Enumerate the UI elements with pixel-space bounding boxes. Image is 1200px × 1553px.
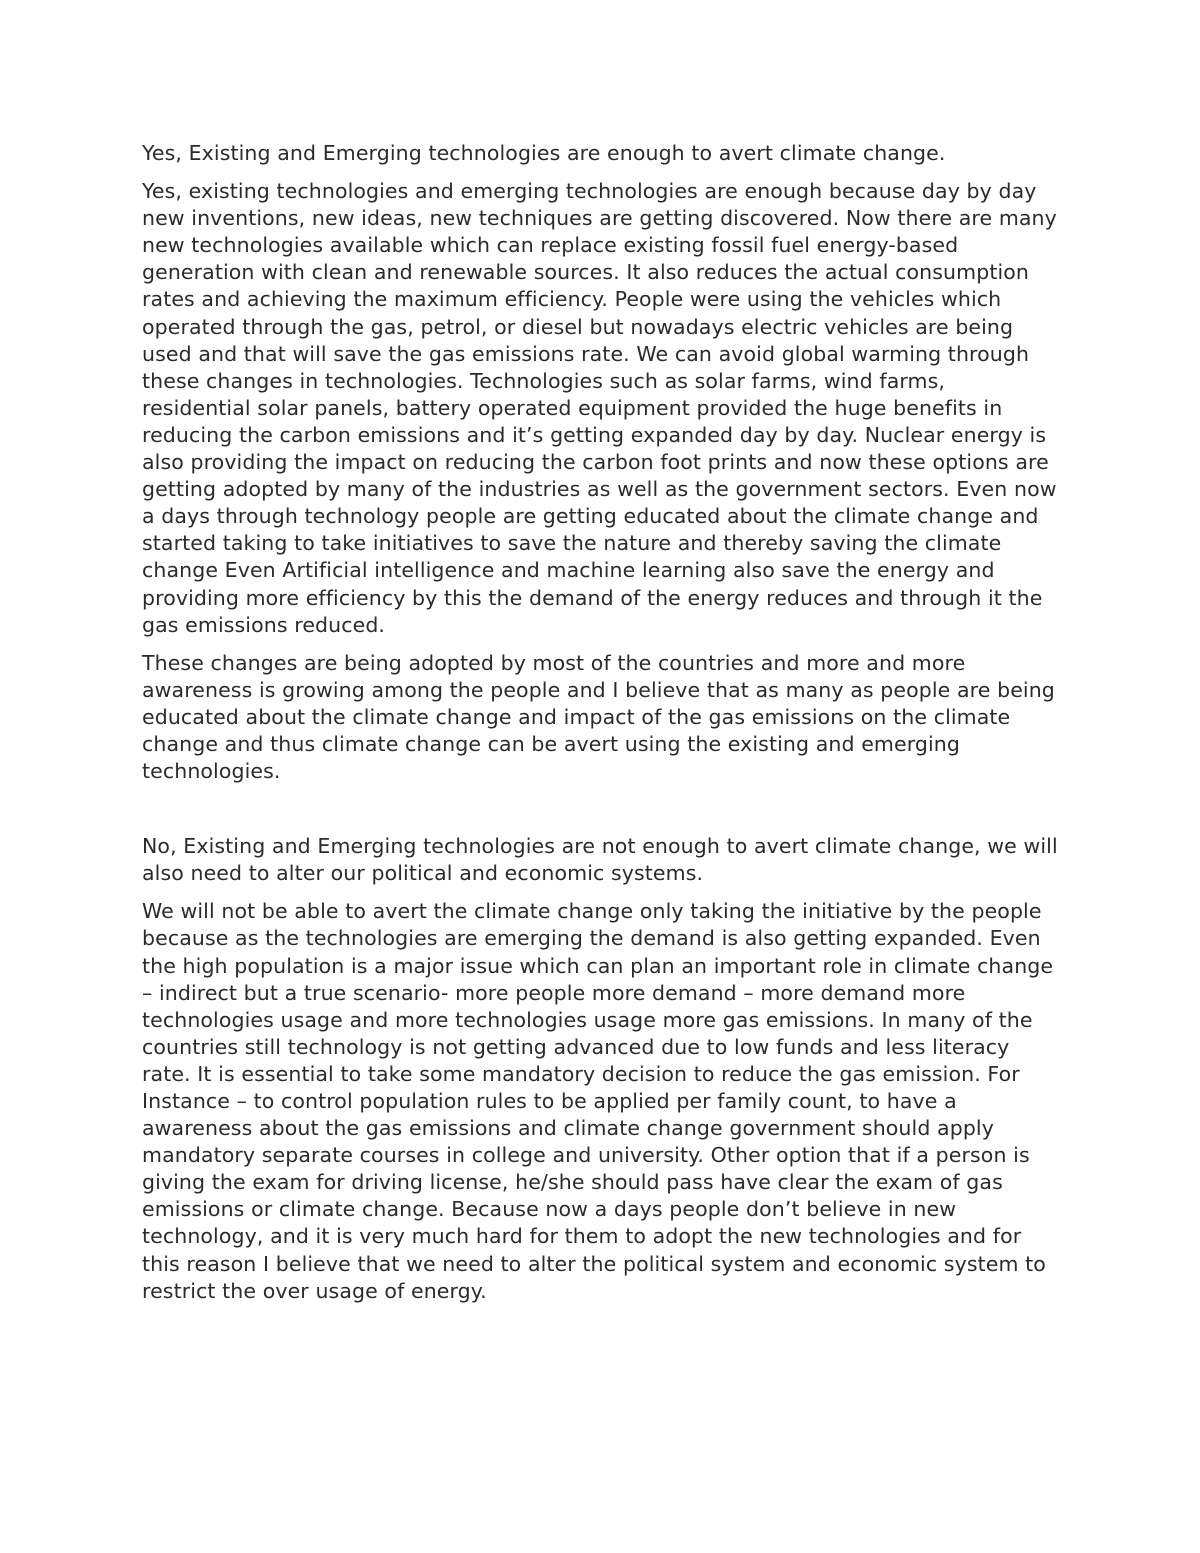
section-yes-paragraph: Yes, existing technologies and emerging technologies are enough because day by day new inventions, new ideas, new techniques are getting discovered. Now there are many new technologies available which can replace existing fossil fuel energy-based generation with clean and renewable sources. It also reduces the actual consumption rates and achieving the maximum efficiency. People were using the vehicles which operated through the gas, petrol, or diesel but nowadays electric vehicles are being used and that will save the gas emissions rate. We can avoid global warming through these changes in technologies. Technologies such as solar farms, wind farms, residential solar panels, battery operated equipment provided the huge benefits in reducing the carbon emissions and it’s getting expanded day by day. Nuclear energy is also providing the impact on reducing the carbon foot prints and now these options are getting adopted by many of the industries as well as the government sectors. Even now a days through technology people are getting educated about the climate change and started taking to take initiatives to save the nature and thereby saving the climate change Even Artificial intelligence and machine learning also save the energy and providing more efficiency by this the demand of the energy reduces and through it the gas emissions reduced. — [142, 179, 1057, 637]
section-yes-heading: Yes, Existing and Emerging technologies are enough to avert climate change. — [142, 141, 946, 165]
section-yes-paragraph: These changes are being adopted by most of the countries and more and more awareness is growing among the people and I believe that as many as people are being educated about the climate change and impact of the gas emissions on the climate change and thus climate change can be avert using the existing and emerging technologies. — [142, 650, 1055, 784]
section-no-paragraph: We will not be able to avert the climate change only taking the initiative by the people because as the technologies are emerging the demand is also getting expanded. Even the high population is a major issue which can plan an important role in climate change – indirect but a true scenario- more people more demand – more demand more technologies usage and more technologies usage more gas emissions. In many of the countries still technology is not getting advanced due to low funds and less literacy rate. It is essential to take some mandatory decision to reduce the gas emission. For Instance – to control population rules to be applied per family count, to have a awareness about the gas emissions and climate change government should apply mandatory separate courses in college and university. Other option that if a person is giving the exam for driving license, he/she should pass have clear the exam of gas emissions or climate change. Because now a days people don’t believe in new technology, and it is very much hard for them to adopt the new technologies and for this reason I believe that we need to alter the political system and economic system to restrict the over usage of energy. — [142, 899, 1054, 1303]
section-no-heading: No, Existing and Emerging technologies are not enough to avert climate change, we will also need to alter our political and economic systems. — [142, 834, 1058, 886]
document-body — [142, 140, 1058, 1316]
